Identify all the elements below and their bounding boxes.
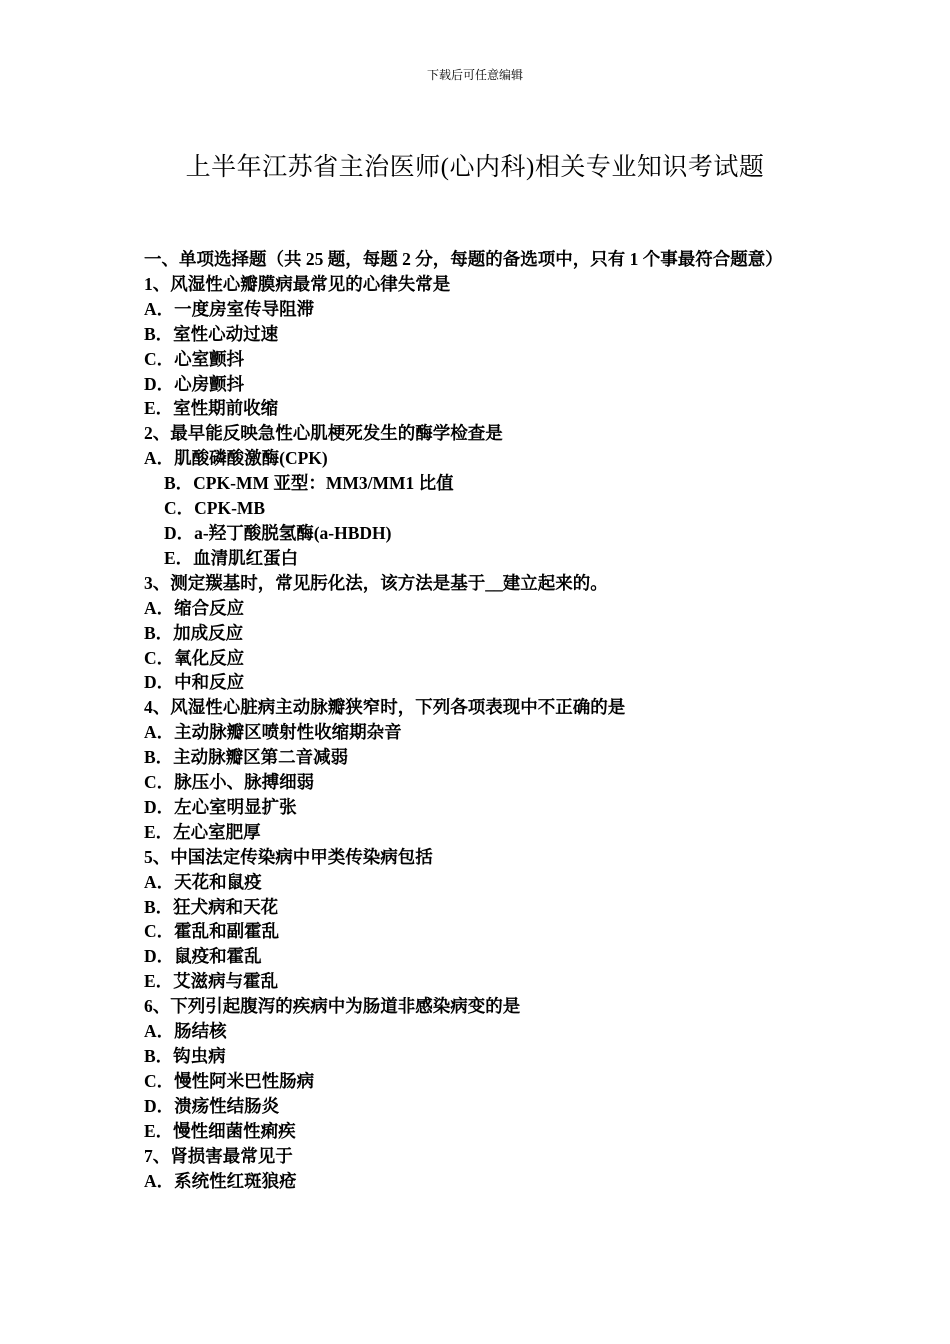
answer-option: D．溃疡性结肠炎: [144, 1095, 280, 1116]
question-stem: 2、最早能反映急性心肌梗死发生的酶学检查是: [144, 423, 503, 444]
answer-option: E．室性期前收缩: [144, 398, 279, 419]
question-stem: 1、风湿性心瓣膜病最常见的心律失常是: [144, 273, 451, 294]
answer-option: D．左心室明显扩张: [144, 796, 297, 817]
question-stem: 7、肾损害最常见于: [144, 1145, 293, 1166]
question-stem: 3、测定羰基时，常见肟化法，该方法是基于__建立起来的。: [144, 572, 608, 593]
answer-option: C．霍乱和副霍乱: [144, 921, 280, 942]
question-stem: 5、中国法定传染病中甲类传染病包括: [144, 846, 433, 867]
answer-option: A．缩合反应: [144, 597, 245, 618]
answer-option: D．中和反应: [144, 672, 245, 693]
document-title: 上半年江苏省主治医师(心内科)相关专业知识考试题: [185, 154, 765, 181]
answer-option: B．主动脉瓣区第二音减弱: [144, 747, 349, 768]
answer-option: C．脉压小、脉搏细弱: [144, 772, 315, 793]
question-stem: 4、风湿性心脏病主动脉瓣狭窄时，下列各项表现中不正确的是: [144, 697, 626, 718]
answer-option: D．a-羟丁酸脱氢酶(a-HBDH): [164, 522, 392, 543]
answer-option: C．慢性阿米巴性肠病: [144, 1070, 315, 1091]
answer-option: C．心室颤抖: [144, 348, 245, 369]
answer-option: A．肠结核: [144, 1021, 227, 1042]
question-lines: [144, 272, 824, 1194]
answer-option: A．一度房室传导阻滞: [144, 298, 315, 319]
answer-option: E．艾滋病与霍乱: [144, 971, 279, 992]
question-stem: 6、下列引起腹泻的疾病中为肠道非感染病变的是: [144, 996, 521, 1017]
answer-option: D．鼠疫和霍乱: [144, 946, 262, 967]
answer-option: B．钩虫病: [144, 1046, 226, 1066]
answer-option: A．主动脉瓣区喷射性收缩期杂音: [144, 722, 402, 743]
answer-option: C．CPK-MB: [164, 498, 266, 519]
answer-option: E．血清肌红蛋白: [164, 547, 299, 568]
answer-option: B．加成反应: [144, 622, 244, 643]
answer-option: D．心房颤抖: [144, 373, 245, 394]
answer-option: E．左心室肥厚: [144, 821, 261, 842]
answer-option: B．CPK-MM 亚型：MM3/MM1 比值: [164, 473, 454, 494]
section-heading: 一、单项选择题（共 25 题，每题 2 分，每题的备选项中，只有 1 个事最符合题意）: [144, 249, 783, 269]
page-header-note: 下载后可任意编辑: [426, 68, 523, 82]
answer-option: C．氧化反应: [144, 647, 245, 668]
answer-option: E．慢性细菌性痢疾: [144, 1120, 296, 1141]
question-list: [144, 247, 824, 1193]
answer-option: B．室性心动过速: [144, 323, 279, 344]
answer-option: A．系统性红斑狼疮: [144, 1170, 297, 1191]
answer-option: A．天花和鼠疫: [144, 871, 262, 892]
answer-option: A．肌酸磷酸激酶(CPK): [144, 448, 328, 469]
answer-option: B．狂犬病和天花: [144, 896, 279, 917]
